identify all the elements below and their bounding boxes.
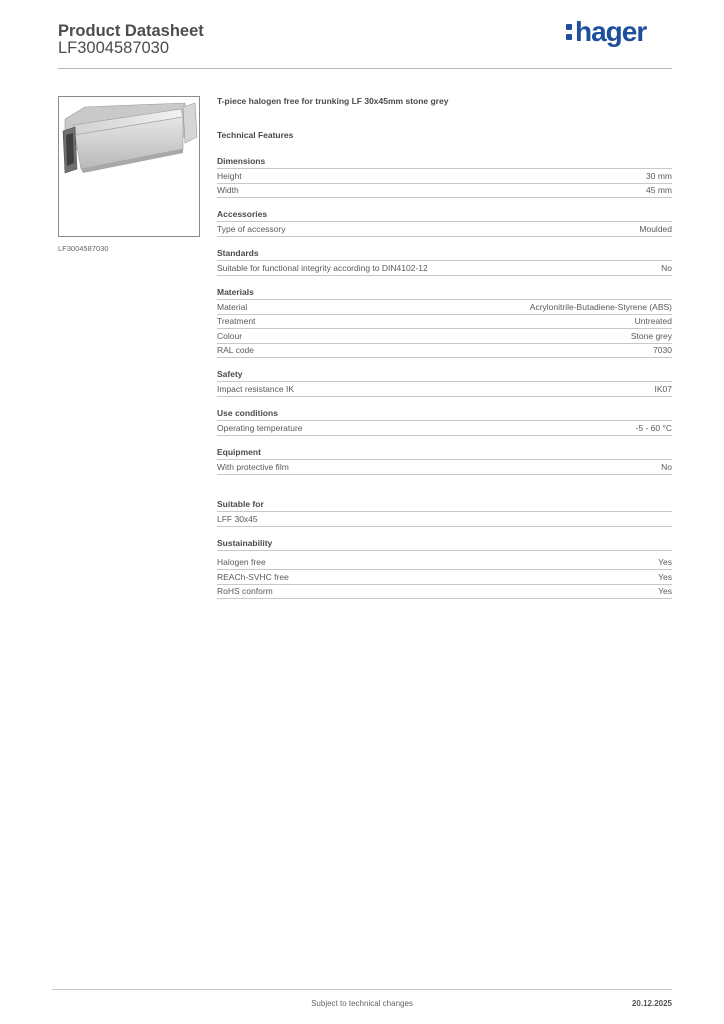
spec-row — [217, 329, 672, 344]
logo-dots-icon — [566, 22, 573, 42]
spec-value: Moulded — [639, 224, 672, 234]
spec-row — [217, 343, 672, 358]
page-title: Product Datasheet — [58, 22, 204, 40]
spec-value: -5 - 60 °C — [635, 423, 672, 433]
section-standards-title: Standards — [217, 247, 672, 261]
spec-row — [217, 314, 672, 329]
spec-label: With protective film — [217, 462, 289, 472]
section-safety-title: Safety — [217, 368, 672, 382]
section-accessories-title: Accessories — [217, 208, 672, 222]
spec-row — [217, 169, 672, 184]
spec-label: Height — [217, 171, 242, 181]
footer-note: Subject to technical changes — [311, 999, 413, 1008]
spec-row — [217, 222, 672, 237]
spec-label: Operating temperature — [217, 423, 303, 433]
spec-row — [217, 584, 672, 599]
section-materials-title: Materials — [217, 286, 672, 300]
section-use-conditions-title: Use conditions — [217, 407, 672, 421]
spec-row — [217, 300, 672, 315]
product-name: T-piece halogen free for trunking LF 30x45mm stone grey — [217, 96, 449, 106]
logo-text: hager — [575, 16, 647, 47]
spec-label: Type of accessory — [217, 224, 286, 234]
product-reference: LF3004587030 — [58, 39, 170, 57]
spec-label: LFF 30x45 — [217, 514, 258, 524]
spec-label: Halogen free — [217, 557, 266, 567]
spec-value: No — [661, 263, 672, 273]
spec-value: IK07 — [654, 384, 672, 394]
spec-row — [217, 460, 672, 475]
spec-value: 30 mm — [646, 171, 672, 181]
spec-label: Impact resistance IK — [217, 384, 295, 394]
spec-value: Yes — [658, 557, 672, 567]
spec-label: Material — [217, 302, 248, 312]
spec-value: Untreated — [634, 316, 672, 326]
spec-label: REACh-SVHC free — [217, 572, 289, 582]
technical-features-title: Technical Features — [217, 130, 294, 140]
spec-label: Treatment — [217, 316, 256, 326]
section-equipment-title: Equipment — [217, 446, 672, 460]
product-image — [58, 96, 200, 237]
t-piece-illustration-icon — [59, 97, 199, 236]
spec-label: RAL code — [217, 345, 255, 355]
spec-row — [217, 512, 672, 527]
spec-value: Stone grey — [630, 331, 672, 341]
image-caption: LF3004587030 — [58, 244, 109, 253]
spec-label: Suitable for functional integrity according to DIN4102-12 — [217, 263, 428, 273]
header-divider — [58, 68, 672, 69]
spec-label: Width — [217, 185, 239, 195]
hager-logo — [566, 15, 646, 49]
spec-value: 45 mm — [646, 185, 672, 195]
footer-date: 20.12.2025 — [631, 999, 672, 1008]
spec-row — [217, 183, 672, 198]
spec-row — [217, 570, 672, 585]
spec-label: RoHS conform — [217, 586, 273, 596]
spec-value: 7030 — [653, 345, 672, 355]
spec-row — [217, 421, 672, 436]
spec-label: Colour — [217, 331, 243, 341]
section-sustainability-title: Sustainability — [217, 537, 672, 551]
section-suitable-for-title: Suitable for — [217, 498, 672, 512]
spec-value: No — [661, 462, 672, 472]
spec-row — [217, 382, 672, 397]
section-dimensions-title: Dimensions — [217, 155, 672, 169]
spec-value: Yes — [658, 586, 672, 596]
spec-row — [217, 555, 672, 570]
spec-value: Yes — [658, 572, 672, 582]
spec-row — [217, 261, 672, 276]
spec-value: Acrylonitrile-Butadiene-Styrene (ABS) — [529, 302, 672, 312]
footer-divider — [52, 989, 672, 990]
